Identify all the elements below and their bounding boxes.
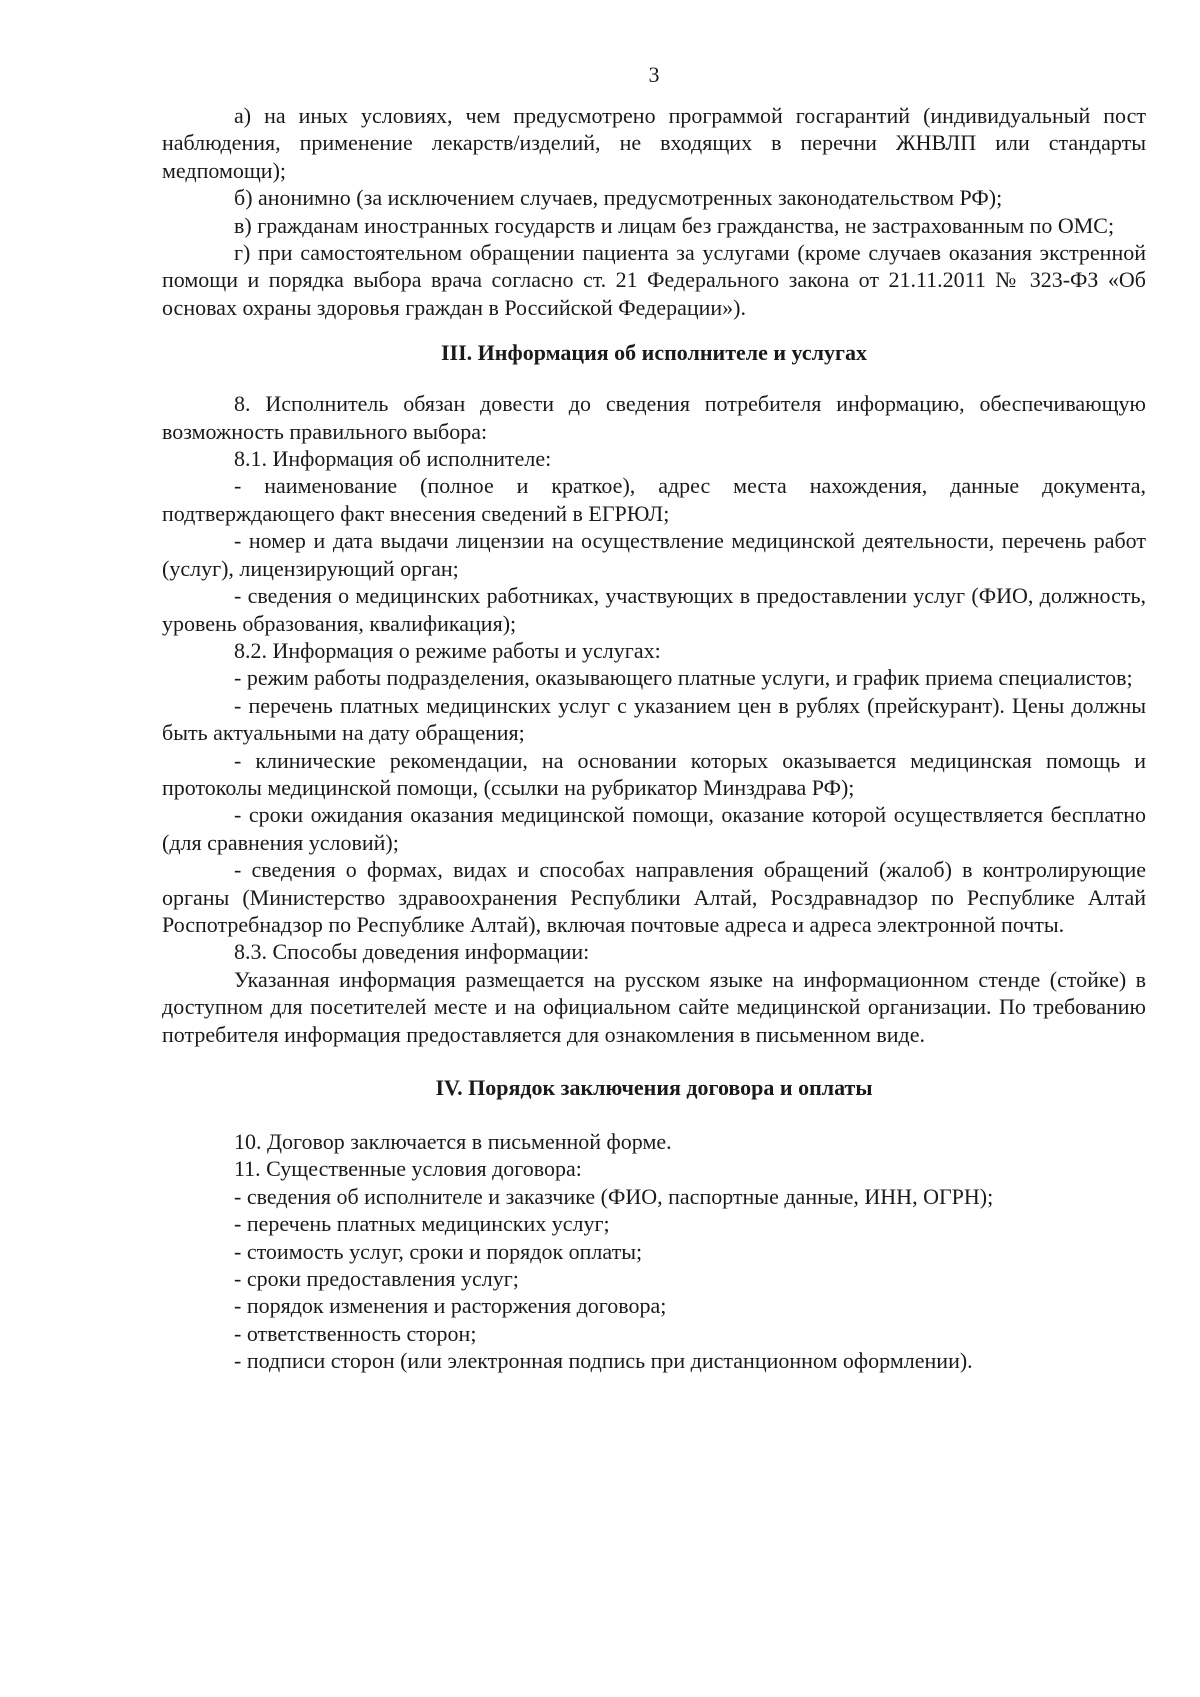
list-item: - сведения об исполнителе и заказчике (ФИО, паспортные данные, ИНН, ОГРН); bbox=[234, 1183, 994, 1209]
paragraph-8-1-license: - номер и дата выдачи лицензии на осуществление медицинской деятельности, перечень работ (услуг), лицензирующий орган; bbox=[162, 528, 1146, 581]
intro-list bbox=[162, 102, 1146, 321]
document-page bbox=[162, 60, 1146, 1375]
section-3-body bbox=[162, 390, 1146, 1048]
list-item: - подписи сторон (или электронная подпись при дистанционном оформлении). bbox=[234, 1348, 973, 1374]
paragraph-8-2: 8.2. Информация о режиме работы и услугах: bbox=[234, 637, 661, 663]
paragraph-8-2-schedule: - режим работы подразделения, оказывающего платные услуги, и график приема специалистов; bbox=[234, 665, 1133, 691]
list-item: - сроки предоставления услуг; bbox=[234, 1266, 519, 1292]
paragraph-8-2-waiting: - сроки ожидания оказания медицинской помощи, оказание которой осуществляется бесплатно (для сравнения условий); bbox=[162, 802, 1146, 855]
list-item: 10. Договор заключается в письменной форме. bbox=[234, 1129, 672, 1154]
intro-item-a: а) на иных условиях, чем предусмотрено программой госгарантий (индивидуальный пост наблюдения, применение лекарств/изделий, не входящих в перечни ЖНВЛП или стандарты медпомощи); bbox=[162, 103, 1146, 183]
paragraph-8-3-body: Указанная информация размещается на русском языке на информационном стенде (стойке) в доступном для посетителей месте и на официальном сайте медицинской организации. По требованию потребителя информация предоставляется для ознакомления в письменном виде. bbox=[162, 966, 1146, 1047]
paragraph-8-2-guidelines: - клинические рекомендации, на основании которых оказывается медицинская помощь и протоколы медицинской помощи, (ссылки на рубрикатор Минздрава РФ); bbox=[162, 747, 1146, 800]
intro-item-g: г) при самостоятельном обращении пациента за услугами (кроме случаев оказания экстренной помощи и порядка выбора врача согласно ст. 21 Федерального закона от 21.11.2011 № 323-ФЗ «Об основах охраны здоровья граждан в Российской Федерации»). bbox=[162, 240, 1146, 320]
list-item: 11. Существенные условия договора: bbox=[234, 1156, 582, 1182]
paragraph-8-1-name: - наименование (полное и краткое), адрес места нахождения, данные документа, подтверждающего факт внесения сведений в ЕГРЮЛ; bbox=[162, 473, 1146, 526]
paragraph-8-3: 8.3. Способы доведения информации: bbox=[234, 939, 590, 965]
paragraph-8-2-prices: - перечень платных медицинских услуг с указанием цен в рублях (прейскурант). Цены должны быть актуальными на дату обращения; bbox=[162, 692, 1146, 746]
paragraph-8-1: 8.1. Информация об исполнителе: bbox=[234, 446, 552, 472]
section-4-title: IV. Порядок заключения договора и оплаты bbox=[435, 1075, 873, 1100]
list-item: - порядок изменения и расторжения договора; bbox=[234, 1293, 667, 1319]
intro-item-v: в) гражданам иностранных государств и лицам без гражданства, не застрахованным по ОМС; bbox=[234, 212, 1115, 238]
list-item: - стоимость услуг, сроки и порядок оплаты; bbox=[234, 1238, 643, 1264]
paragraph-8-2-complaints: - сведения о формах, видах и способах направления обращений (жалоб) в контролирующие органы (Министерство здравоохранения Республики Алтай, Росздравнадзор по Республике Алтай Роспотребнадзор по Республике Алтай), включая почтовые адреса и адреса электронной почты. bbox=[162, 857, 1146, 937]
list-item: - ответственность сторон; bbox=[234, 1320, 477, 1346]
list-item: - перечень платных медицинских услуг; bbox=[234, 1211, 610, 1237]
page-number: 3 bbox=[648, 62, 660, 87]
section-4-body bbox=[162, 1128, 1146, 1375]
intro-item-b: б) анонимно (за исключением случаев, предусмотренных законодательством РФ); bbox=[234, 185, 1003, 211]
section-3-title: III. Информация об исполнителе и услугах bbox=[441, 340, 867, 366]
paragraph-8-1-staff: - сведения о медицинских работниках, участвующих в предоставлении услуг (ФИО, должность, уровень образования, квалификация); bbox=[162, 583, 1146, 636]
paragraph-8: 8. Исполнитель обязан довести до сведения потребителя информацию, обеспечивающую возможность правильного выбора: bbox=[162, 391, 1146, 444]
